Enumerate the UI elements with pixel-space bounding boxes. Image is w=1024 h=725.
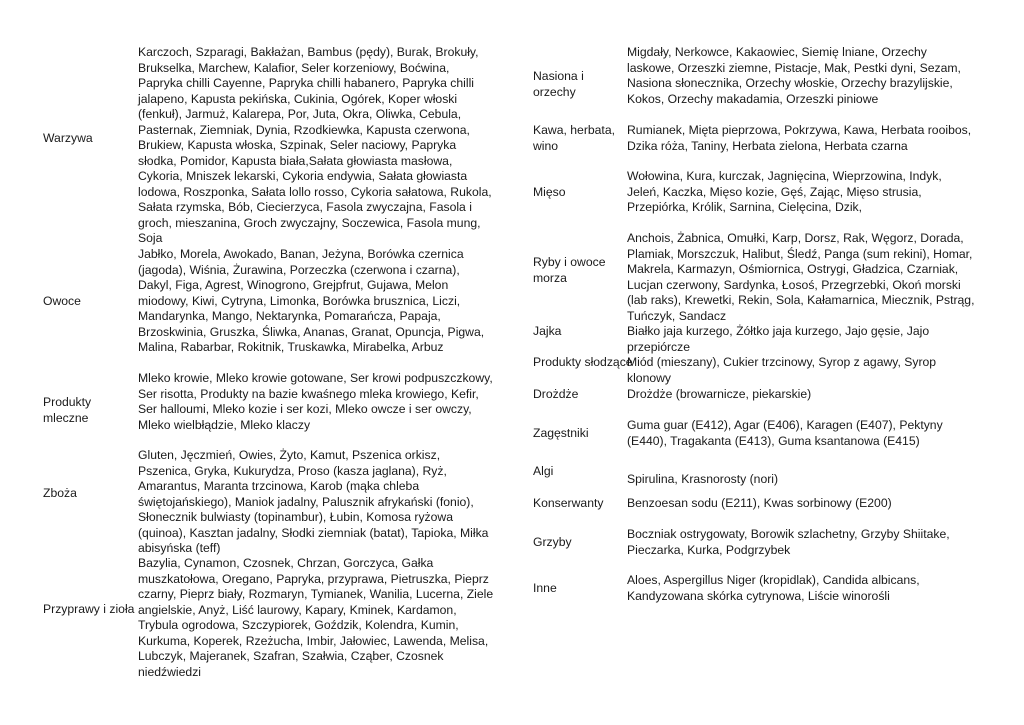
category-items: Aloes, Aspergillus Niger (kropidlak), Candida albicans, Kandyzowana skórka cytrynowa, Liście winorośli (627, 573, 920, 603)
category-label: Zboża (43, 486, 77, 500)
category-label: Jajka (533, 324, 562, 338)
category-label: Ryby i owoce morza (533, 255, 606, 285)
category-items: Benzoesan sodu (E211), Kwas sorbinowy (E200) (627, 496, 892, 510)
category-items: Białko jaja kurzego, Żółtko jaja kurzego, Jajo gęsie, Jajo przepiórcze (627, 324, 930, 354)
category-label: Przyprawy i zioła (43, 602, 135, 616)
category-label: Algi (533, 464, 554, 478)
category-label: Owoce (43, 294, 81, 308)
category-items: Boczniak ostrygowaty, Borowik szlachetny, Grzyby Shiitake, Pieczarka, Kurka, Podgrzybek (627, 527, 950, 557)
category-items: Jabłko, Morela, Awokado, Banan, Jeżyna, Borówka czernica (jagoda), Wiśnia, Żurawina, Porzeczka (czerwona i czarna), Dakyl, Figa, Agrest, Winogrono, Grejpfrut, Gujawa, Melon miodowy, Kiwi, Cytryna, Limonka, Borówka brusznica, Liczi, Mandarynka, Mango, Nektarynka, Pomarańcza, Papaja, Brzoskwinia, Gruszka, Śliwka, Ananas, Granat, Opuncja, Pigwa, Malina, Rabarbar, Rokitnik, Truskawka, Mirabelka, Arbuz (138, 247, 485, 354)
category-items: Rumianek, Mięta pieprzowa, Pokrzywa, Kawa, Herbata rooibos, Dzika róża, Taniny, Herbata zielona, Herbata czarna (627, 123, 972, 153)
category-items: Miód (mieszany), Cukier trzcinowy, Syrop z agawy, Syrop klonowy (627, 355, 937, 385)
category-items: Gluten, Jęczmień, Owies, Żyto, Kamut, Pszenica orkisz, Pszenica, Gryka, Kukurydza, Proso (kasza jaglana), Ryż, Amarantus, Maranta trzcinowa, Karob (mąka chleba świętojańskiego), Maniok jadalny, Palusznik afrykański (fonio), Słonecznik bulwiasty (topinambur), Łubin, Komosa ryżowa (quinoa), Kasztan jadalny, Słodki ziemniak (batat), Tapioka, Miłka abisyńska (teff) (138, 448, 489, 555)
category-items: Bazylia, Cynamon, Czosnek, Chrzan, Gorczyca, Gałka muszkatołowa, Oregano, Papryka, przyprawa, Pietruszka, Pieprz czarny, Pieprz biały, Rozmaryn, Tymianek, Wanilia, Lucerna, Ziele angielskie, Anyż, Liść laurowy, Kapary, Kminek, Kardamon, Trybula ogrodowa, Szczypiorek, Goździk, Kolendra, Kumin, Kurkuma, Koperek, Rzeżucha, Imbir, Jałowiec, Lawenda, Melisa, Lubczyk, Majeranek, Szafran, Szałwia, Cząber, Czosnek niedźwiedzi (138, 556, 494, 679)
category-label: Produkty słodzące (533, 355, 633, 369)
category-items: Guma guar (E412), Agar (E406), Karagen (E407), Pektyny (E440), Tragakanta (E413), Guma ksantanowa (E415) (627, 418, 943, 448)
category-label: Nasiona i orzechy (533, 69, 584, 99)
category-label: Konserwanty (533, 496, 604, 510)
category-label: Zagęstniki (533, 426, 589, 440)
category-label: Inne (533, 581, 557, 595)
category-label: Produkty mleczne (43, 395, 92, 425)
category-items: Karczoch, Szparagi, Bakłażan, Bambus (pędy), Burak, Brokuły, Brukselka, Marchew, Kalafior, Seler korzeniowy, Boćwina, Papryka chilli Cayenne, Papryka chilli habanero, Papryka chilli jalapeno, Kapusta pekińska, Cukinia, Ogórek, Koper włoski (fenkuł), Jarmuż, Kalarepa, Por, Juta, Okra, Oliwka, Cebula, Pasternak, Ziemniak, Dynia, Rzodkiewka, Kapusta czerwona, Brukiew, Kapusta włoska, Szpinak, Seler naciowy, Papryka słodka, Pomidor, Kapusta biała,Sałata głowiasta masłowa, Cykoria, Mniszek lekarski, Cykoria endywia, Sałata głowiasta lodowa, Roszponka, Sałata lollo rosso, Cykoria sałatowa, Rukola, Sałata rzymska, Bób, Ciecierzyca, Fasola zwyczajna, Fasola i groch, mieszanina, Groch zwyczajny, Soczewica, Fasola mung, Soja (138, 45, 492, 245)
category-items: Anchois, Żabnica, Omułki, Karp, Dorsz, Rak, Węgorz, Dorada, Plamiak, Morszczuk, Halibut, Śledź, Panga (sum rekini), Homar, Makrela, Karmazyn, Ośmiornica, Ostrygi, Gładzica, Czarniak, Lucjan czerwony, Sardynka, Łosoś, Przegrzebki, Okoń morski (lab raks), Krewetki, Rekin, Sola, Kałamarnica, Miecznik, Pstrąg, Tuńczyk, Sandacz (627, 231, 975, 323)
category-label: Warzywa (43, 131, 93, 145)
category-items: Wołowina, Kura, kurczak, Jagnięcina, Wieprzowina, Indyk, Jeleń, Kaczka, Mięso kozie, Gęś, Zając, Mięso strusia, Przepiórka, Królik, Sarnina, Cielęcina, Dzik, (627, 169, 942, 214)
category-label: Drożdże (533, 387, 579, 401)
category-label: Mięso (533, 185, 566, 199)
category-items: Spirulina, Krasnorosty (nori) (627, 472, 779, 486)
category-label: Grzyby (533, 535, 572, 549)
category-label: Kawa, herbata, wino (533, 123, 615, 153)
category-items: Migdały, Nerkowce, Kakaowiec, Siemię lniane, Orzechy laskowe, Orzeszki ziemne, Pistacje, Mak, Pestki dyni, Sezam, Nasiona słonecznika, Orzechy włoskie, Orzechy brazylijskie, Kokos, Orzechy makadamia, Orzeszki piniowe (627, 45, 961, 106)
category-items: Drożdże (browarnicze, piekarskie) (627, 387, 812, 401)
category-items: Mleko krowie, Mleko krowie gotowane, Ser krowi podpuszczkowy, Ser risotta, Produkty na bazie kwaśnego mleka krowiego, Kefir, Ser halloumi, Mleko kozie i ser kozi, Mleko owcze i ser owczy, Mleko wielbłądzie, Mleko klaczy (138, 371, 493, 432)
